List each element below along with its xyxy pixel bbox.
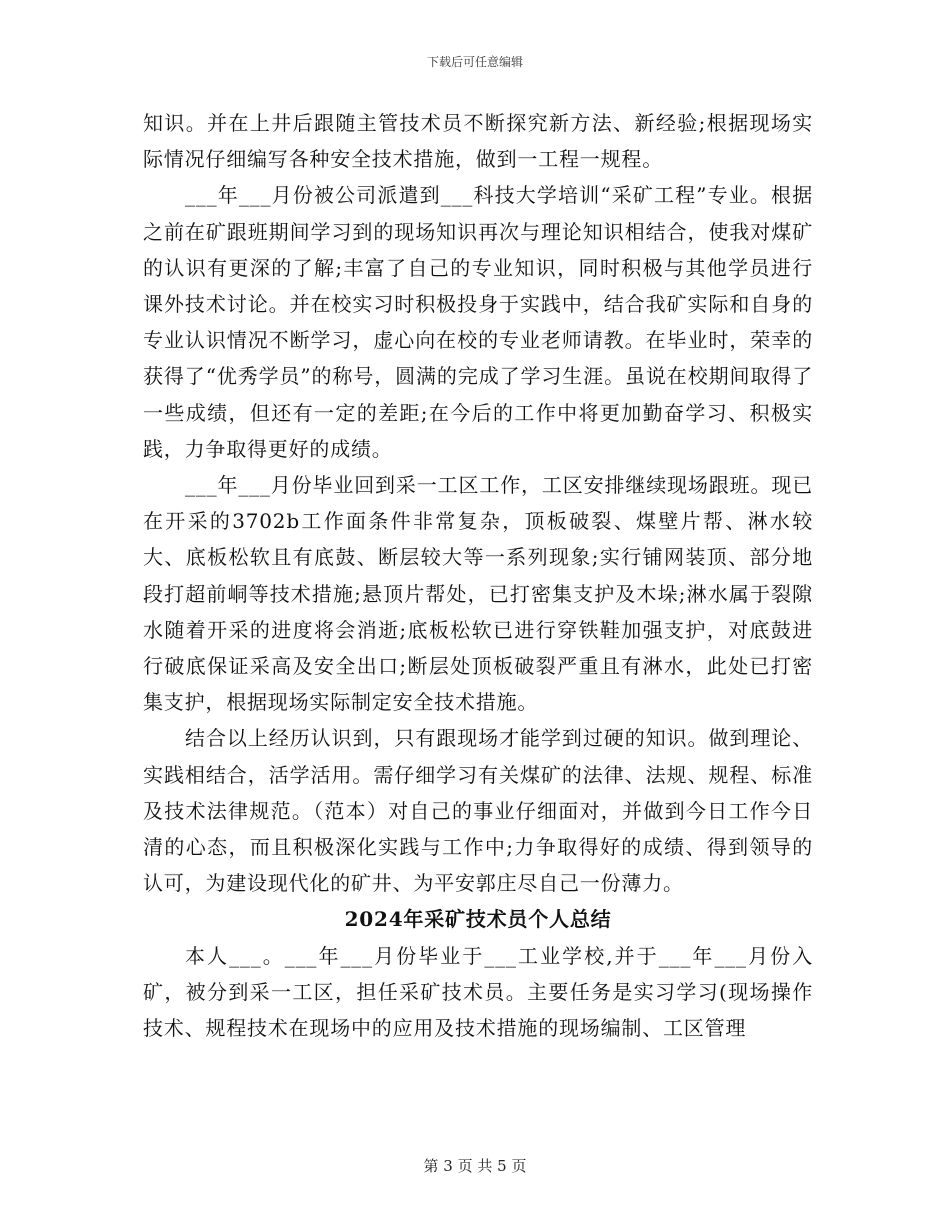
document-body bbox=[143, 105, 813, 1046]
section-title: 2024年采矿技术员个人总结 bbox=[344, 907, 612, 932]
paragraph-continuation: 知识。并在上井后跟随主管技术员不断探究新方法、新经验;根据现场实际情况仔细编写各种安全技术措施，做到一工程一规程。 bbox=[143, 111, 813, 172]
paragraph-work: ___年___月份毕业回到采一工区工作，工区安排继续现场跟班。现已在开采的3702b工作面条件非常复杂，顶板破裂、煤壁片帮、淋水较大、底板松软且有底鼓、断层较大等一系列现象;实行铺网装顶、部分地段打超前峒等技术措施;悬顶片帮处，已打密集支护及木垛;淋水属于裂隙水随着开采的进度将会消逝;底板松软已进行穿铁鞋加强支护，对底鼓进行破底保证采高及安全出口;断层处顶板破裂严重且有淋水，此处已打密集支护，根据现场实际制定安全技术措施。 bbox=[143, 473, 813, 715]
paragraph-conclusion: 结合以上经历认识到，只有跟现场才能学到过硬的知识。做到理论、实践相结合，活学活用。需仔细学习有关煤矿的法律、法规、规程、标准及技术法律规范。（范本）对自己的事业仔细面对，并做到今日工作今日清的心态，而且积极深化实践与工作中;力争取得好的成绩、得到领导的认可，为建设现代化的矿井、为平安郭庄尽自己一份薄力。 bbox=[143, 726, 813, 896]
paragraph-training: ___年___月份被公司派遣到___科技大学培训“采矿工程”专业。根据之前在矿跟班期间学习到的现场知识再次与理论知识相结合，使我对煤矿的认识有更深的了解;丰富了自己的专业知识，同时积极与其他学员进行课外技术讨论。并在校实习时积极投身于实践中，结合我矿实际和自身的专业认识情况不断学习，虚心向在校的专业老师请教。在毕业时，荣幸的获得了“优秀学员”的称号，圆满的完成了学习生涯。虽说在校期间取得了一些成绩，但还有一定的差距;在今后的工作中将更加勤奋学习、积极实践，力争取得更好的成绩。 bbox=[143, 183, 813, 461]
page-footer: 第 3 页 共 5 页 bbox=[423, 1157, 527, 1175]
paragraph-intro: 本人___。___年___月份毕业于___工业学校,并于___年___月份入矿，被分到采一工区，担任采矿技术员。主要任务是实习学习(现场操作技术、规程技术在现场中的应用及技术措施的现场编制、工区管理 bbox=[143, 943, 813, 1041]
page-header: 下载后可任意编辑 bbox=[426, 55, 523, 69]
